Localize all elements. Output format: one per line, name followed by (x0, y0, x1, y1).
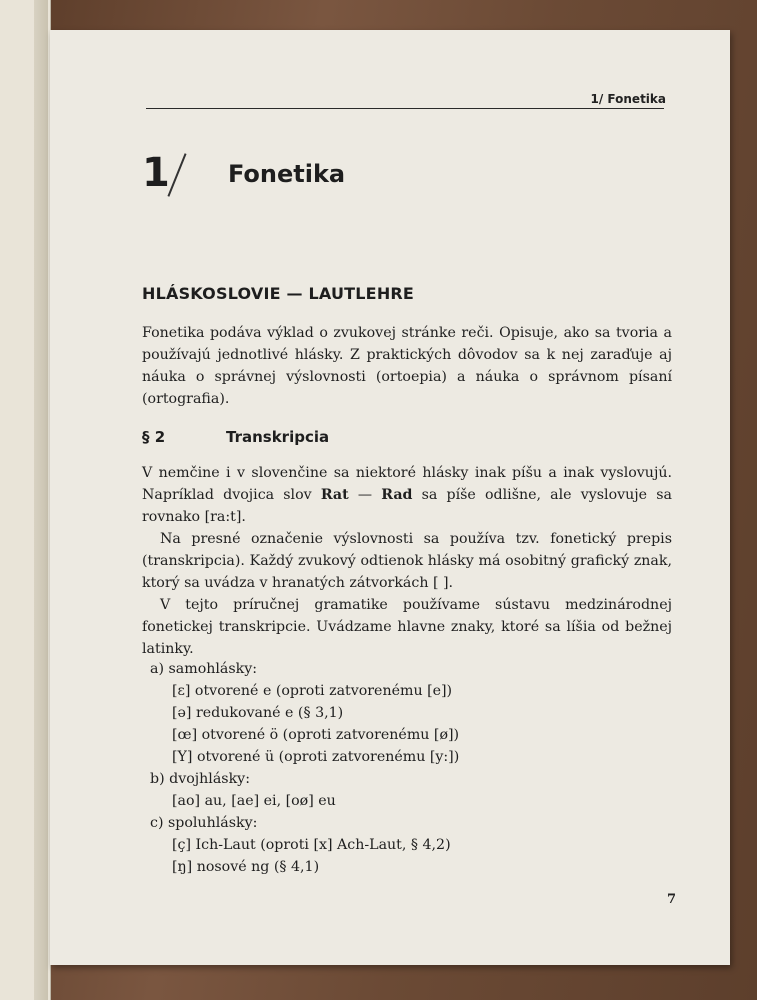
paragraph-3-text: V tejto príručnej gramatike používame sústavu medzinárodnej fonetickej transkripcie. Uvádzame hlavne znaky, ktoré sa líšia od bežnej latinky. (142, 597, 672, 657)
paragraph-2-text: Na presné označenie výslovnosti sa používa tzv. fonetický prepis (transkripcia). Každý zvukový odtienok hlásky má osobitný grafický znak, ktorý sa uvádza v hranatých zátvorkách [ ]. (142, 531, 672, 591)
paragraph-1 (142, 462, 672, 528)
chapter-title: Fonetika (228, 160, 346, 188)
paragraph-1-text-b: sa píše odlišne, ale vyslovuje sa rovnako [ra:t]. (142, 487, 672, 525)
running-head: 1/ Fonetika (590, 92, 666, 106)
chapter-number: 1 (142, 150, 170, 196)
example-word-rat: Rat (320, 487, 349, 503)
example-word-rad: Rad (381, 487, 413, 503)
chapter-slash (167, 153, 186, 196)
intro-paragraph (142, 322, 672, 410)
paragraph-1-text-a: V nemčine i v slovenčine sa niektoré hlásky inak píšu a inak vyslovujú. Napríklad dvojica slov (142, 465, 672, 503)
list-item: [œ] otvorené ö (oproti zatvorenému [ø]) (172, 727, 460, 743)
paragraph-2 (142, 528, 672, 594)
example-dash: — (348, 487, 382, 503)
book-spine (34, 0, 48, 1000)
list-item: [ao] au, [ae] ei, [oø] eu (172, 793, 336, 809)
intro-text: Fonetika podáva výklad o zvukovej stránke reči. Opisuje, ako sa tvoria a používajú jednotlivé hlásky. Z praktických dôvodov sa k nej zaraďuje aj náuka o správnej výslovnosti (ortoepia) a náuka o správnom písaní (ortografia). (142, 325, 672, 407)
list-label-a: a) samohlásky: (150, 661, 258, 677)
list-item: [Y] otvorené ü (oproti zatvorenému [y:]) (172, 749, 460, 765)
list-item: [ç] Ich-Laut (oproti [x] Ach-Laut, § 4,2) (172, 837, 451, 853)
page-number: 7 (666, 892, 676, 907)
transcription-list (150, 658, 459, 878)
section-heading: HLÁSKOSLOVIE — LAUTLEHRE (142, 284, 415, 303)
list-item: [ŋ] nosové ng (§ 4,1) (172, 859, 320, 875)
list-item: [ɛ] otvorené e (oproti zatvorenému [e]) (172, 683, 453, 699)
section-number: § 2 (142, 428, 166, 446)
list-label-b: b) dvojhlásky: (150, 771, 250, 787)
book-page (50, 30, 730, 965)
paragraph-3 (142, 594, 672, 660)
list-item: [ə] redukované e (§ 3,1) (172, 705, 344, 721)
section-title: Transkripcia (226, 428, 330, 446)
list-label-c: c) spoluhlásky: (150, 815, 258, 831)
header-rule (146, 108, 664, 109)
